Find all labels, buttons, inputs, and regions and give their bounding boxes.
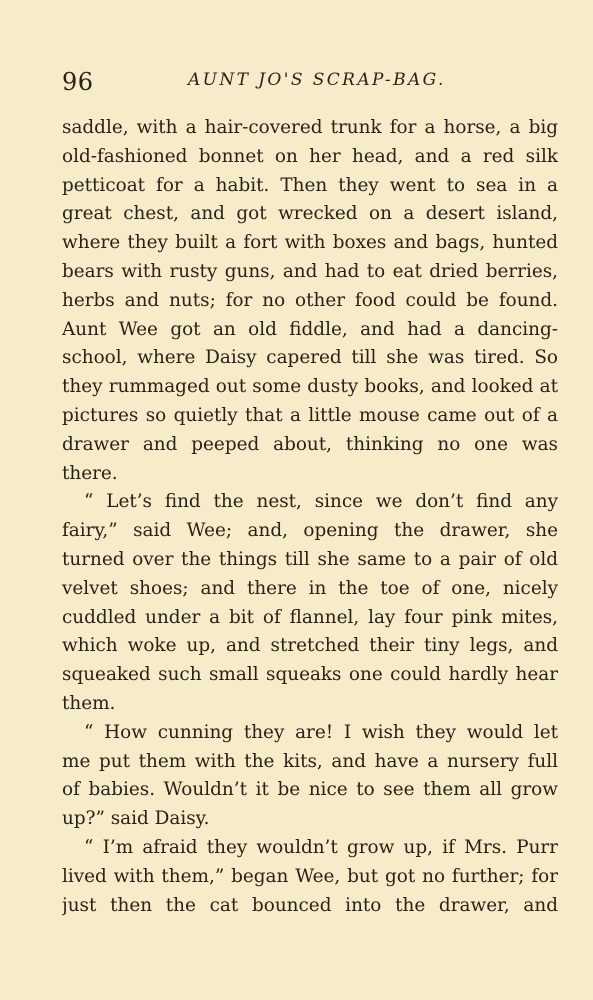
text-line: great chest, and got wrecked on a desert island, bbox=[62, 203, 558, 225]
text-line: school, where Daisy capered till she was tired. So bbox=[62, 347, 558, 369]
text-line: “ I’m afraid they wouldn’t grow up, if Mrs. Purr bbox=[84, 836, 558, 858]
text-line: of babies. Wouldn’t it be nice to see them all grow bbox=[62, 779, 558, 801]
body-text bbox=[62, 114, 558, 920]
text-line: “ How cunning they are! I wish they would let bbox=[84, 721, 558, 743]
text-line: pictures so quietly that a little mouse came out of a bbox=[62, 404, 558, 426]
text-line: petticoat for a habit. Then they went to sea in a bbox=[62, 174, 558, 196]
text-line: squeaked such small squeaks one could hardly hear bbox=[62, 664, 558, 686]
text-line: saddle, with a hair-covered trunk for a horse, a big bbox=[62, 117, 558, 138]
text-line: which woke up, and stretched their tiny legs, and bbox=[62, 635, 558, 657]
text-line: just then the cat bounced into the drawer, and bbox=[62, 894, 558, 916]
page-number: 96 bbox=[62, 68, 94, 96]
text-line: “ Let’s find the nest, since we don’t find any bbox=[84, 491, 558, 513]
text-line: drawer and peeped about, thinking no one was bbox=[62, 433, 558, 455]
text-line: turned over the things till she same to a pair of old bbox=[62, 548, 558, 570]
text-line: bears with rusty guns, and had to eat dried berries, bbox=[62, 260, 558, 282]
running-title: AUNT JO'S SCRAP-BAG. bbox=[188, 70, 446, 90]
text-line: them. bbox=[62, 692, 116, 714]
text-line: they rummaged out some dusty books, and looked at bbox=[62, 376, 558, 398]
text-line: lived with them,” began Wee, but got no further; for bbox=[62, 865, 558, 887]
text-line: velvet shoes; and there in the toe of one, nicely bbox=[62, 577, 558, 599]
page-header bbox=[62, 66, 562, 100]
text-line: fairy,” said Wee; and, opening the drawer, she bbox=[62, 520, 558, 542]
text-line: there. bbox=[62, 462, 118, 484]
text-line: old-fashioned bonnet on her head, and a red silk bbox=[62, 145, 558, 167]
text-line: Aunt Wee got an old fiddle, and had a dancing- bbox=[62, 318, 558, 340]
text-line: cuddled under a bit of flannel, lay four pink mites, bbox=[62, 606, 558, 628]
text-line: where they built a fort with boxes and bags, hunted bbox=[62, 232, 558, 254]
text-line: up?” said Daisy. bbox=[62, 808, 210, 830]
text-line: herbs and nuts; for no other food could be found. bbox=[62, 289, 558, 311]
text-line: me put them with the kits, and have a nursery full bbox=[62, 750, 558, 772]
